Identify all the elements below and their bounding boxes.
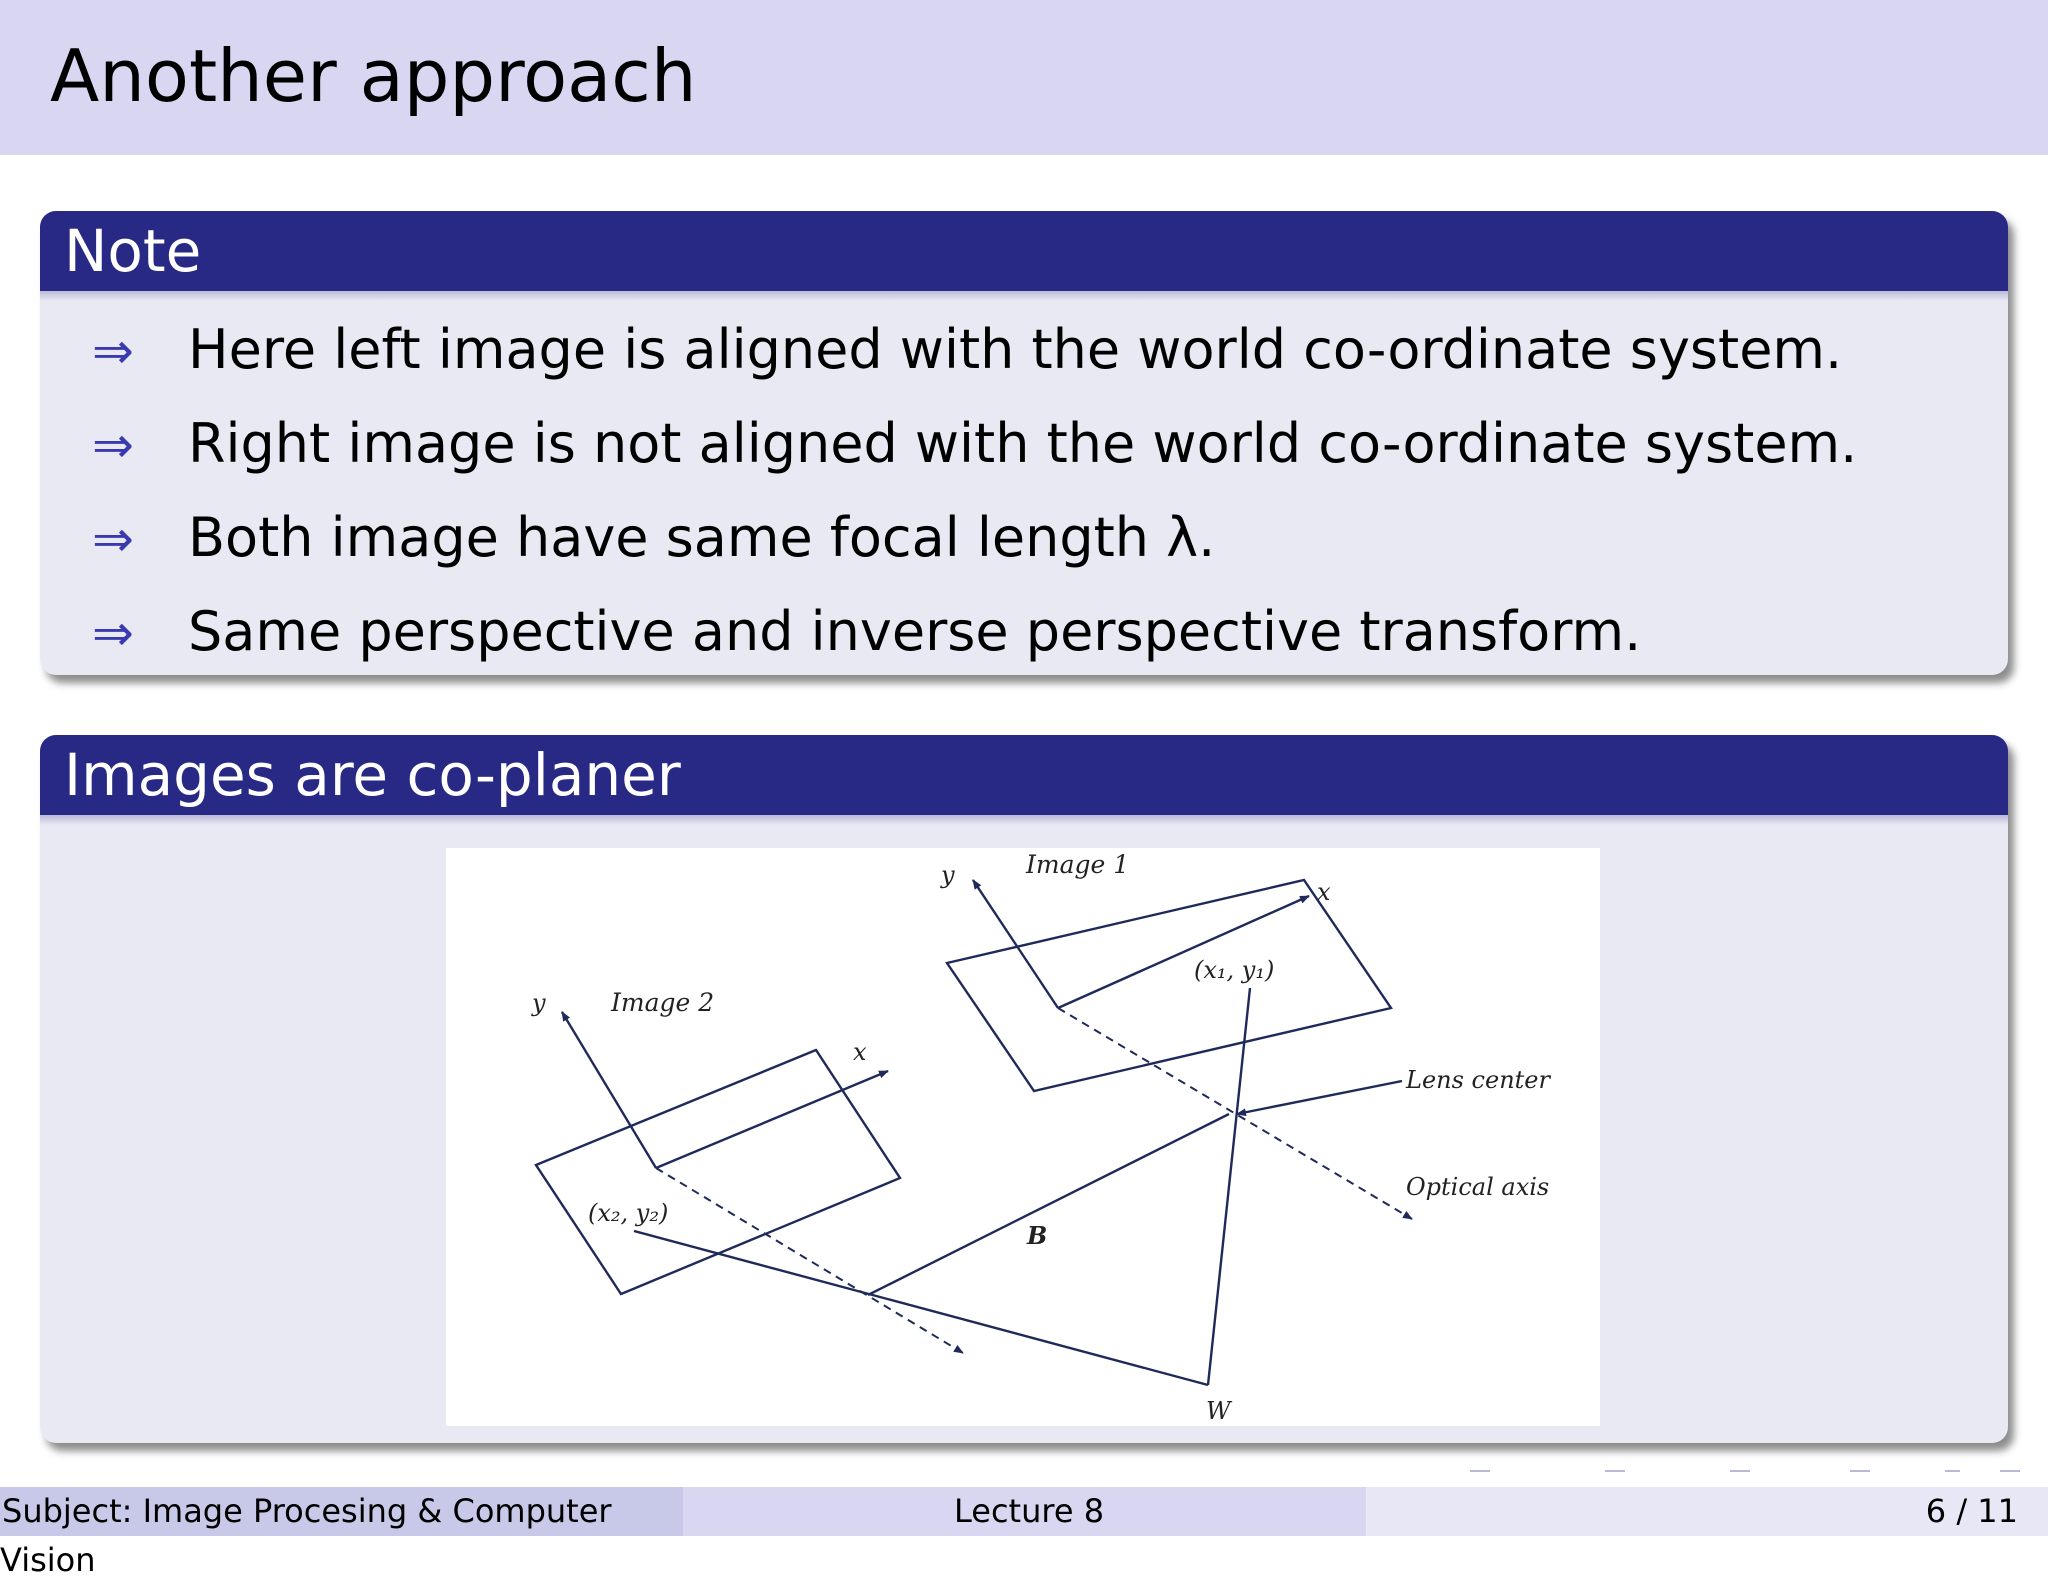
baseline-line xyxy=(868,1114,1229,1295)
image1-x-axis xyxy=(1058,896,1309,1008)
footer-lecture-panel xyxy=(683,1487,1366,1536)
image1-y-label: y xyxy=(941,861,955,889)
implies-arrow-icon: ⇒ xyxy=(92,604,134,662)
ray-image2 xyxy=(634,1231,1208,1385)
list-item xyxy=(92,303,2008,397)
implies-arrow-icon: ⇒ xyxy=(92,416,134,474)
note-block xyxy=(40,211,2008,675)
note-block-heading: Note xyxy=(40,211,2008,291)
image1-plane xyxy=(947,880,1391,1091)
image2-x-label: x xyxy=(853,1038,867,1066)
note-item-text: Both image have same focal length λ. xyxy=(188,506,1216,569)
navigation-symbols[interactable] xyxy=(1460,1463,2040,1483)
image2-plane xyxy=(536,1050,900,1294)
footer-subject: Subject: Image Procesing & Computer Vision xyxy=(0,1492,612,1579)
image2-y-label: y xyxy=(532,989,546,1017)
footer xyxy=(0,1487,2048,1579)
note-list xyxy=(40,291,2008,679)
lens-center-pointer xyxy=(1237,1081,1402,1114)
lens-center-label: Lens center xyxy=(1406,1066,1550,1094)
footer-page-panel xyxy=(1366,1487,2048,1536)
point2-label: (x₂, y₂) xyxy=(588,1199,669,1227)
image1-x-label: x xyxy=(1317,878,1331,906)
list-item xyxy=(92,491,2008,585)
world-point-label: W xyxy=(1206,1397,1231,1425)
implies-arrow-icon: ⇒ xyxy=(92,322,134,380)
footer-lecture: Lecture 8 xyxy=(954,1492,1105,1530)
footer-page-number: 6 / 11 xyxy=(1925,1492,2018,1530)
note-item-text: Right image is not aligned with the world co-ordinate system. xyxy=(188,412,1858,475)
ray-image1 xyxy=(1208,988,1250,1385)
stereo-diagram-svg xyxy=(446,848,1600,1426)
title-bar xyxy=(0,0,2048,155)
implies-arrow-icon: ⇒ xyxy=(92,510,134,568)
list-item xyxy=(92,397,2008,491)
point1-label: (x₁, y₁) xyxy=(1194,956,1275,984)
image2-x-axis xyxy=(656,1071,888,1168)
list-item xyxy=(92,585,2008,679)
figure-block-heading: Images are co-planer xyxy=(40,735,2008,815)
image2-y-axis xyxy=(562,1012,656,1168)
optical-axis-label: Optical axis xyxy=(1406,1173,1550,1201)
slide-title: Another approach xyxy=(50,34,697,118)
baseline-label: B xyxy=(1027,1221,1048,1250)
footer-subject-panel xyxy=(0,1487,683,1579)
image1-label: Image 1 xyxy=(1026,850,1130,879)
stereo-diagram xyxy=(446,848,1600,1426)
figure-block xyxy=(40,735,2008,1443)
note-item-text: Here left image is aligned with the world co-ordinate system. xyxy=(188,318,1843,381)
image2-label: Image 2 xyxy=(611,988,715,1017)
image1-y-axis xyxy=(973,880,1058,1008)
optical-axis-image1 xyxy=(1058,1008,1412,1219)
note-item-text: Same perspective and inverse perspective transform. xyxy=(188,600,1642,663)
